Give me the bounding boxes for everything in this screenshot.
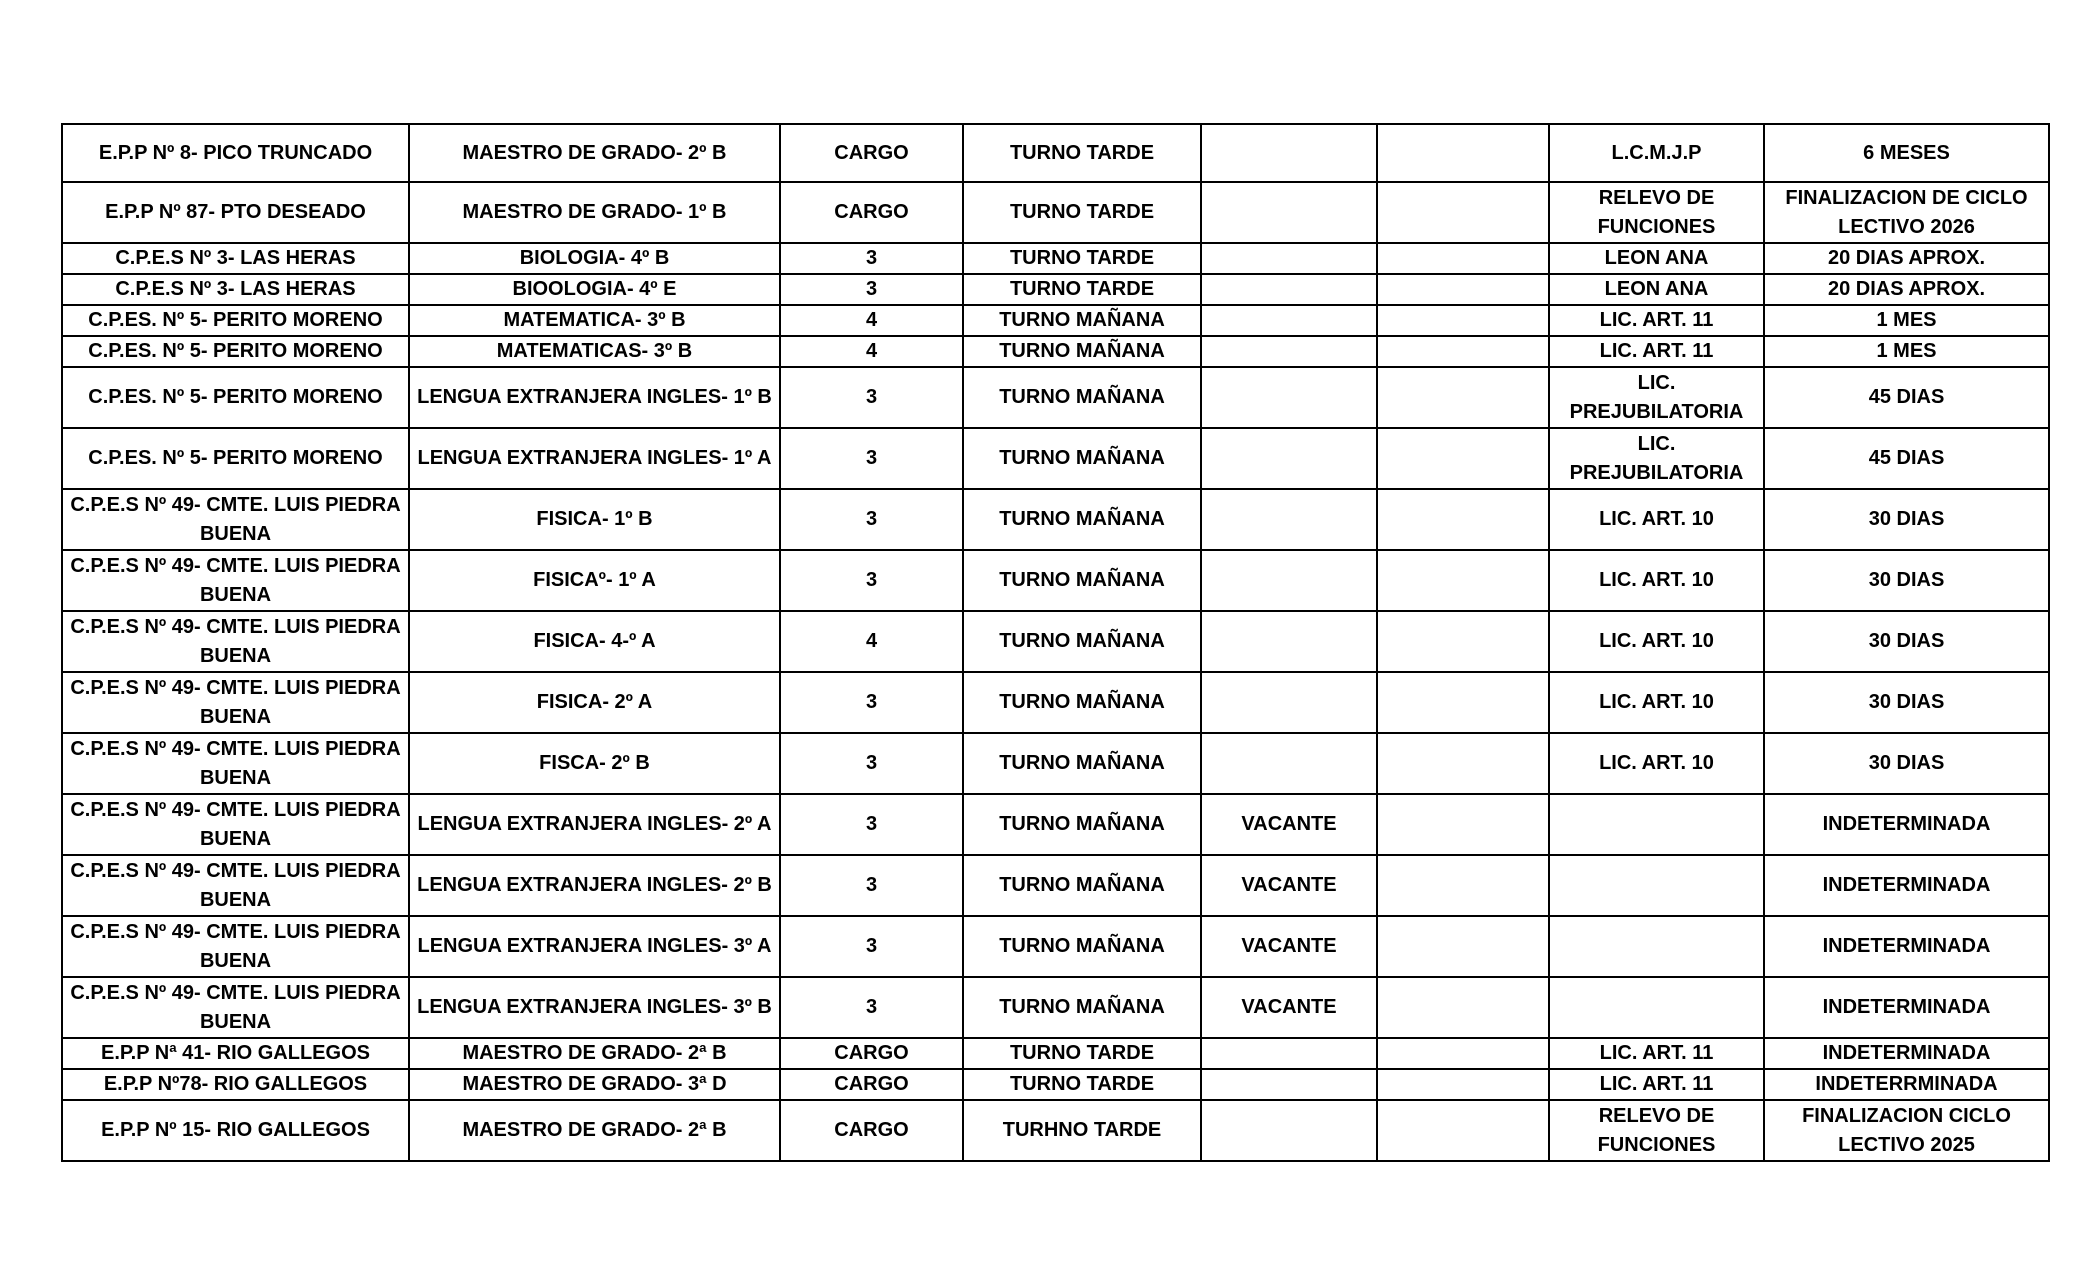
cell-status: VACANTE bbox=[1201, 794, 1377, 855]
cell-status bbox=[1201, 611, 1377, 672]
cell-status: VACANTE bbox=[1201, 916, 1377, 977]
cell-status bbox=[1201, 672, 1377, 733]
cell-shift: TURNO MAÑANA bbox=[963, 336, 1201, 367]
cell-shift: TURHNO TARDE bbox=[963, 1100, 1201, 1161]
cell-subject: MATEMATICAS- 3º B bbox=[409, 336, 780, 367]
cell-duration: 45 DIAS bbox=[1764, 428, 2049, 489]
table-row bbox=[62, 336, 2049, 367]
table-row bbox=[62, 550, 2049, 611]
cell-status: VACANTE bbox=[1201, 977, 1377, 1038]
cell-reason: LIC. ART. 10 bbox=[1549, 672, 1764, 733]
cell-subject: FISICA- 2º A bbox=[409, 672, 780, 733]
cell-duration: 30 DIAS bbox=[1764, 672, 2049, 733]
cell-extra bbox=[1377, 733, 1549, 794]
cell-subject: MAESTRO DE GRADO- 1º B bbox=[409, 182, 780, 243]
cell-subject: FISCA- 2º B bbox=[409, 733, 780, 794]
cell-extra bbox=[1377, 916, 1549, 977]
cell-shift: TURNO MAÑANA bbox=[963, 550, 1201, 611]
cell-school: C.P.E.S Nº 49- CMTE. LUIS PIEDRA BUENA bbox=[62, 733, 409, 794]
cell-hours: 3 bbox=[780, 916, 963, 977]
cell-hours: CARGO bbox=[780, 182, 963, 243]
cell-school: C.P.ES. Nº 5- PERITO MORENO bbox=[62, 336, 409, 367]
cell-school: E.P.P Nº 87- PTO DESEADO bbox=[62, 182, 409, 243]
table-row bbox=[62, 794, 2049, 855]
table-row bbox=[62, 855, 2049, 916]
cell-duration: 20 DIAS APROX. bbox=[1764, 274, 2049, 305]
cell-hours: CARGO bbox=[780, 1100, 963, 1161]
cell-school: C.P.ES. Nº 5- PERITO MORENO bbox=[62, 428, 409, 489]
table-row bbox=[62, 305, 2049, 336]
cell-reason bbox=[1549, 794, 1764, 855]
table-row bbox=[62, 672, 2049, 733]
cell-subject: LENGUA EXTRANJERA INGLES- 2º A bbox=[409, 794, 780, 855]
cell-school: E.P.P Nº 8- PICO TRUNCADO bbox=[62, 124, 409, 182]
cell-duration: FINALIZACION DE CICLO LECTIVO 2026 bbox=[1764, 182, 2049, 243]
cell-school: C.P.E.S Nº 49- CMTE. LUIS PIEDRA BUENA bbox=[62, 916, 409, 977]
cell-school: C.P.E.S Nº 3- LAS HERAS bbox=[62, 243, 409, 274]
cell-reason: LEON ANA bbox=[1549, 243, 1764, 274]
cell-subject: MAESTRO DE GRADO- 3ª D bbox=[409, 1069, 780, 1100]
cell-shift: TURNO MAÑANA bbox=[963, 977, 1201, 1038]
vacancy-table bbox=[61, 123, 2050, 1162]
cell-reason: LIC. ART. 10 bbox=[1549, 489, 1764, 550]
cell-reason bbox=[1549, 977, 1764, 1038]
cell-duration: 30 DIAS bbox=[1764, 489, 2049, 550]
cell-shift: TURNO MAÑANA bbox=[963, 672, 1201, 733]
cell-status bbox=[1201, 1069, 1377, 1100]
cell-reason: LIC. ART. 11 bbox=[1549, 305, 1764, 336]
cell-duration: 30 DIAS bbox=[1764, 550, 2049, 611]
cell-reason: LIC. ART. 10 bbox=[1549, 550, 1764, 611]
cell-extra bbox=[1377, 611, 1549, 672]
cell-school: C.P.E.S Nº 49- CMTE. LUIS PIEDRA BUENA bbox=[62, 672, 409, 733]
cell-hours: 3 bbox=[780, 977, 963, 1038]
cell-subject: LENGUA EXTRANJERA INGLES- 1º B bbox=[409, 367, 780, 428]
cell-extra bbox=[1377, 243, 1549, 274]
cell-subject: FISICA- 1º B bbox=[409, 489, 780, 550]
cell-reason: LEON ANA bbox=[1549, 274, 1764, 305]
cell-reason bbox=[1549, 916, 1764, 977]
cell-shift: TURNO MAÑANA bbox=[963, 305, 1201, 336]
cell-hours: 4 bbox=[780, 611, 963, 672]
cell-shift: TURNO TARDE bbox=[963, 124, 1201, 182]
table-row bbox=[62, 611, 2049, 672]
table-row bbox=[62, 1038, 2049, 1069]
cell-duration: FINALIZACION CICLO LECTIVO 2025 bbox=[1764, 1100, 2049, 1161]
table-body bbox=[62, 124, 2049, 1161]
cell-status bbox=[1201, 124, 1377, 182]
cell-reason: L.C.M.J.P bbox=[1549, 124, 1764, 182]
cell-status bbox=[1201, 1038, 1377, 1069]
cell-hours: 3 bbox=[780, 672, 963, 733]
table-row bbox=[62, 124, 2049, 182]
cell-hours: 3 bbox=[780, 855, 963, 916]
table-row bbox=[62, 428, 2049, 489]
cell-school: E.P.P Nª 41- RIO GALLEGOS bbox=[62, 1038, 409, 1069]
cell-duration: INDETERMINADA bbox=[1764, 855, 2049, 916]
cell-shift: TURNO TARDE bbox=[963, 274, 1201, 305]
cell-extra bbox=[1377, 305, 1549, 336]
cell-subject: LENGUA EXTRANJERA INGLES- 3º B bbox=[409, 977, 780, 1038]
cell-hours: 3 bbox=[780, 274, 963, 305]
cell-status: VACANTE bbox=[1201, 855, 1377, 916]
cell-hours: 3 bbox=[780, 733, 963, 794]
cell-reason: LIC. ART. 11 bbox=[1549, 336, 1764, 367]
cell-duration: 1 MES bbox=[1764, 336, 2049, 367]
cell-school: C.P.E.S Nº 49- CMTE. LUIS PIEDRA BUENA bbox=[62, 550, 409, 611]
table-row bbox=[62, 916, 2049, 977]
cell-shift: TURNO MAÑANA bbox=[963, 855, 1201, 916]
cell-reason bbox=[1549, 855, 1764, 916]
cell-hours: CARGO bbox=[780, 124, 963, 182]
cell-reason: LIC. ART. 10 bbox=[1549, 611, 1764, 672]
cell-status bbox=[1201, 182, 1377, 243]
cell-extra bbox=[1377, 489, 1549, 550]
cell-hours: 3 bbox=[780, 428, 963, 489]
cell-subject: MAESTRO DE GRADO- 2º B bbox=[409, 124, 780, 182]
cell-school: C.P.ES. Nº 5- PERITO MORENO bbox=[62, 305, 409, 336]
cell-subject: MATEMATICA- 3º B bbox=[409, 305, 780, 336]
cell-hours: 3 bbox=[780, 243, 963, 274]
cell-status bbox=[1201, 1100, 1377, 1161]
cell-subject: LENGUA EXTRANJERA INGLES- 1º A bbox=[409, 428, 780, 489]
cell-extra bbox=[1377, 550, 1549, 611]
cell-hours: 3 bbox=[780, 367, 963, 428]
cell-subject: BIOOLOGIA- 4º E bbox=[409, 274, 780, 305]
cell-status bbox=[1201, 305, 1377, 336]
cell-subject: LENGUA EXTRANJERA INGLES- 3º A bbox=[409, 916, 780, 977]
table-row bbox=[62, 243, 2049, 274]
cell-status bbox=[1201, 243, 1377, 274]
cell-duration: INDETERMINADA bbox=[1764, 794, 2049, 855]
cell-school: C.P.E.S Nº 49- CMTE. LUIS PIEDRA BUENA bbox=[62, 855, 409, 916]
cell-reason: LIC. ART. 11 bbox=[1549, 1069, 1764, 1100]
cell-duration: 6 MESES bbox=[1764, 124, 2049, 182]
cell-reason: RELEVO DE FUNCIONES bbox=[1549, 1100, 1764, 1161]
table-row bbox=[62, 274, 2049, 305]
table-row bbox=[62, 1100, 2049, 1161]
cell-extra bbox=[1377, 1100, 1549, 1161]
cell-hours: CARGO bbox=[780, 1069, 963, 1100]
cell-reason: LIC. PREJUBILATORIA bbox=[1549, 367, 1764, 428]
table-row bbox=[62, 367, 2049, 428]
cell-extra bbox=[1377, 182, 1549, 243]
cell-shift: TURNO TARDE bbox=[963, 1038, 1201, 1069]
cell-hours: CARGO bbox=[780, 1038, 963, 1069]
table-row bbox=[62, 1069, 2049, 1100]
cell-extra bbox=[1377, 274, 1549, 305]
cell-duration: 1 MES bbox=[1764, 305, 2049, 336]
cell-shift: TURNO MAÑANA bbox=[963, 367, 1201, 428]
cell-shift: TURNO TARDE bbox=[963, 1069, 1201, 1100]
cell-extra bbox=[1377, 336, 1549, 367]
table-row bbox=[62, 733, 2049, 794]
cell-shift: TURNO MAÑANA bbox=[963, 916, 1201, 977]
cell-school: E.P.P Nº78- RIO GALLEGOS bbox=[62, 1069, 409, 1100]
cell-duration: 30 DIAS bbox=[1764, 611, 2049, 672]
cell-shift: TURNO MAÑANA bbox=[963, 489, 1201, 550]
cell-subject: FISICA- 4-º A bbox=[409, 611, 780, 672]
cell-extra bbox=[1377, 977, 1549, 1038]
table-row bbox=[62, 489, 2049, 550]
cell-school: C.P.ES. Nº 5- PERITO MORENO bbox=[62, 367, 409, 428]
cell-status bbox=[1201, 274, 1377, 305]
cell-extra bbox=[1377, 428, 1549, 489]
cell-duration: 45 DIAS bbox=[1764, 367, 2049, 428]
cell-school: C.P.E.S Nº 49- CMTE. LUIS PIEDRA BUENA bbox=[62, 794, 409, 855]
cell-subject: MAESTRO DE GRADO- 2ª B bbox=[409, 1100, 780, 1161]
cell-hours: 3 bbox=[780, 550, 963, 611]
cell-status bbox=[1201, 489, 1377, 550]
cell-duration: 20 DIAS APROX. bbox=[1764, 243, 2049, 274]
cell-subject: BIOLOGIA- 4º B bbox=[409, 243, 780, 274]
cell-duration: INDETERMINADA bbox=[1764, 916, 2049, 977]
cell-subject: FISICAº- 1º A bbox=[409, 550, 780, 611]
cell-hours: 3 bbox=[780, 489, 963, 550]
cell-duration: INDETERMINADA bbox=[1764, 977, 2049, 1038]
cell-status bbox=[1201, 733, 1377, 794]
cell-duration: INDETERMINADA bbox=[1764, 1038, 2049, 1069]
cell-shift: TURNO MAÑANA bbox=[963, 733, 1201, 794]
cell-school: C.P.E.S Nº 49- CMTE. LUIS PIEDRA BUENA bbox=[62, 611, 409, 672]
cell-school: C.P.E.S Nº 3- LAS HERAS bbox=[62, 274, 409, 305]
cell-hours: 4 bbox=[780, 336, 963, 367]
cell-extra bbox=[1377, 1038, 1549, 1069]
cell-shift: TURNO MAÑANA bbox=[963, 611, 1201, 672]
cell-extra bbox=[1377, 672, 1549, 733]
cell-school: E.P.P Nº 15- RIO GALLEGOS bbox=[62, 1100, 409, 1161]
cell-reason: LIC. ART. 11 bbox=[1549, 1038, 1764, 1069]
cell-duration: INDETERRMINADA bbox=[1764, 1069, 2049, 1100]
cell-shift: TURNO TARDE bbox=[963, 243, 1201, 274]
cell-extra bbox=[1377, 1069, 1549, 1100]
cell-status bbox=[1201, 428, 1377, 489]
cell-reason: LIC. PREJUBILATORIA bbox=[1549, 428, 1764, 489]
cell-shift: TURNO TARDE bbox=[963, 182, 1201, 243]
table-row bbox=[62, 182, 2049, 243]
cell-extra bbox=[1377, 794, 1549, 855]
cell-extra bbox=[1377, 367, 1549, 428]
cell-extra bbox=[1377, 124, 1549, 182]
cell-extra bbox=[1377, 855, 1549, 916]
cell-subject: MAESTRO DE GRADO- 2ª B bbox=[409, 1038, 780, 1069]
cell-subject: LENGUA EXTRANJERA INGLES- 2º B bbox=[409, 855, 780, 916]
cell-school: C.P.E.S Nº 49- CMTE. LUIS PIEDRA BUENA bbox=[62, 977, 409, 1038]
cell-status bbox=[1201, 367, 1377, 428]
cell-hours: 4 bbox=[780, 305, 963, 336]
cell-school: C.P.E.S Nº 49- CMTE. LUIS PIEDRA BUENA bbox=[62, 489, 409, 550]
cell-reason: LIC. ART. 10 bbox=[1549, 733, 1764, 794]
cell-status bbox=[1201, 336, 1377, 367]
cell-reason: RELEVO DE FUNCIONES bbox=[1549, 182, 1764, 243]
cell-shift: TURNO MAÑANA bbox=[963, 428, 1201, 489]
cell-status bbox=[1201, 550, 1377, 611]
cell-shift: TURNO MAÑANA bbox=[963, 794, 1201, 855]
cell-duration: 30 DIAS bbox=[1764, 733, 2049, 794]
table-row bbox=[62, 977, 2049, 1038]
cell-hours: 3 bbox=[780, 794, 963, 855]
